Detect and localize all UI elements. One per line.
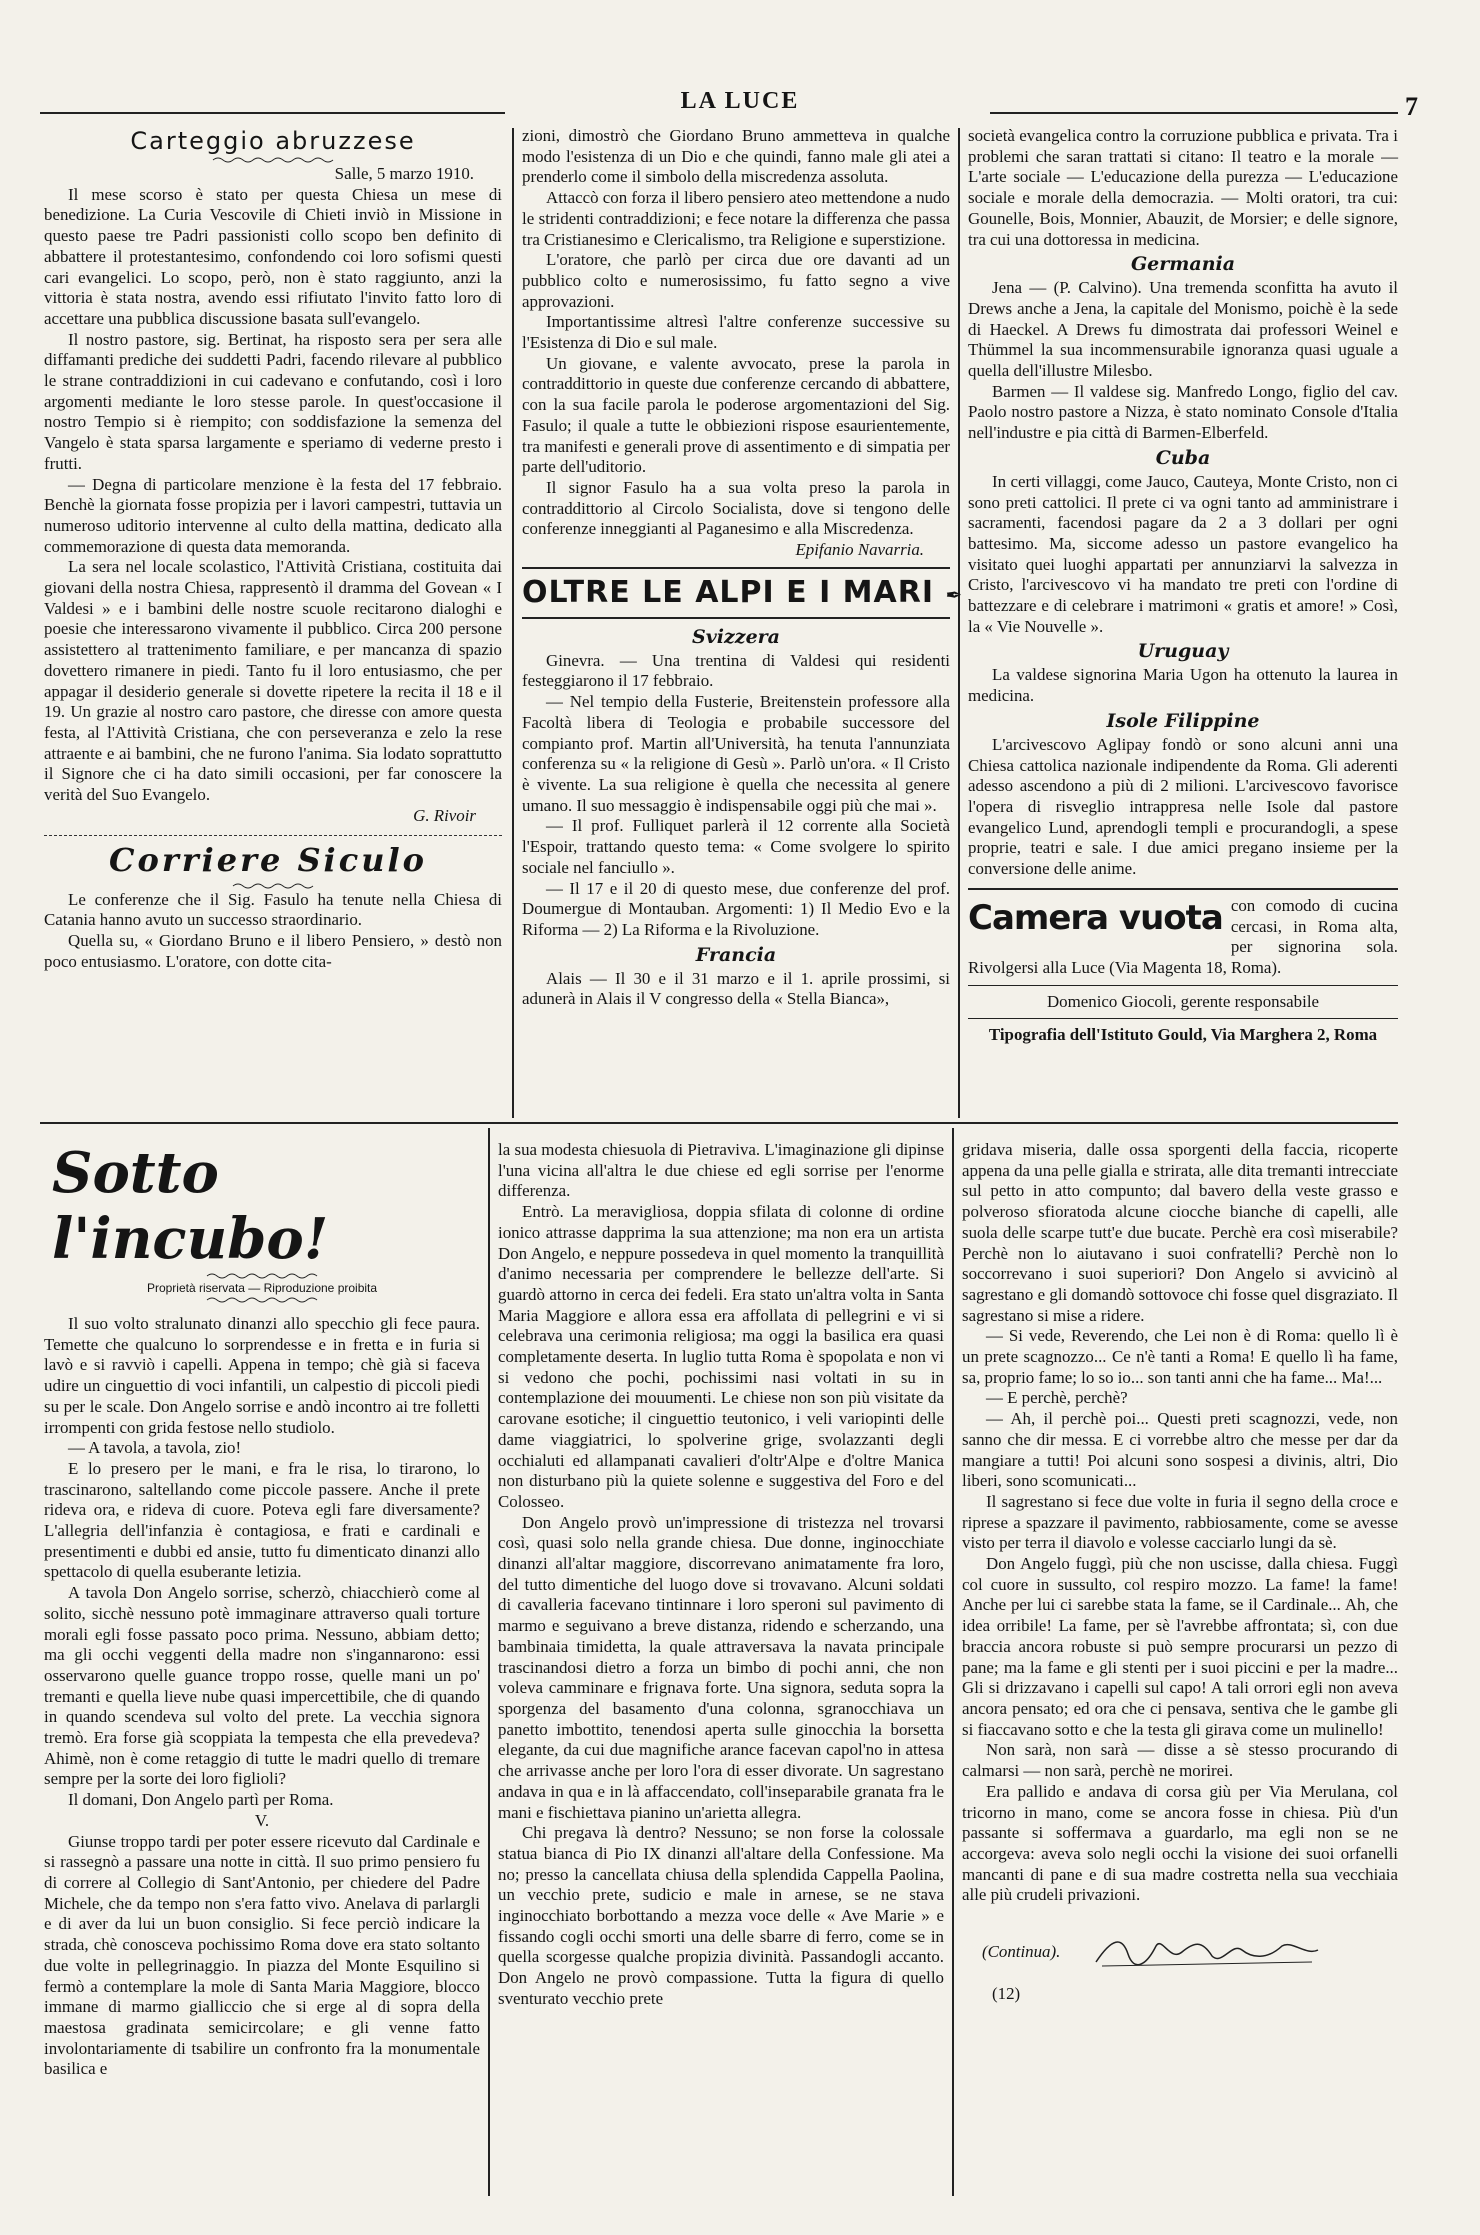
corriere-signature: Epifanio Navarria. [795, 540, 924, 560]
header-rule-right [990, 112, 1398, 114]
uruguay-para: La valdese signorina Maria Ugon ha ottenuto la laurea in medicina. [968, 665, 1398, 706]
francia-heading: Francia [695, 943, 777, 966]
uruguay-heading: Uruguay [1137, 640, 1229, 663]
serial-para: Giunse troppo tardi per poter essere ricevuto dal Cardinale e si rassegnò a passare una notte in città. Il suo primo pensiero fu di correre al Collegio di Sant'Antonio, per chiedere del Padre Michele, che da tempo non s'era fatto vivo. Anelava di parlargli e di aver da lui un buon consiglio. Si fece perciò indicare la strada, chè conosceva pochissimo Roma dove era stato soltanto due volte in pellegrinaggio. In piazza del Monte Esquilino si fermò a contemplare la mole di Santa Maria Maggiore, blocco immane di marmo gialliccio che si erge al di sopra della maestosa gradinata semicircolare; e gli venne fatto involontariamente di tsabilire un confronto fra la monumentale basilica e [44, 1831, 480, 2079]
installment-number: (12) [992, 1984, 1021, 2004]
carteggio-para: Il mese scorso è stato per questa Chiesa un mese di benedizione. La Curia Vescovile di Chieti inviò in Missione in questo paese tre Padri passionisti collo scopo ben definito di abbattere il protestantesimo, confondendo coi loro sofismi questi cari evangelici. Lo scopo, però, non è stato raggiunto, anzi la vittoria è stata nostra, avendo essi rifiutato l'invito fatto loro di accettare una pubblica discussione basata sull'evangelo. [44, 184, 502, 328]
serial-footer [962, 1932, 1398, 2012]
serial-para: Era pallido e andava di corsa giù per Via Merulana, col tricorno in mano, come se ancora fosse in chiesa. Più d'un passante si soffermava a guardarlo, ma egli non se ne accorgeva: aveva solo negli occhi la visione dei suoi orfanelli mancanti di pane e di sua madre costretta nella sua vecchiaia alle più crudeli privazioni. [962, 1781, 1398, 1905]
header-rule-left [40, 112, 505, 114]
serial-column-1 [44, 1140, 480, 2200]
corriere-para: Quella su, « Giordano Bruno e il libero Pensiero, » destò non poco entusiasmo. L'oratore, con dotte cita- [44, 930, 502, 971]
section-banner [522, 573, 964, 615]
serial-para: la sua modesta chiesuola di Pietraviva. L'imaginazione gli dipinse l'una vicina all'altra le due chiese ed egli sorrise per l'enorme differenza. [498, 1140, 944, 1201]
carteggio-para: — Degna di particolare menzione è la festa del 17 febbraio. Benchè la giornata fosse propizia per i lavori campestri, tuttavia un numeroso uditorio intervenne al culto della mattina, dedicato alla commemorazione di questa data memoranda. [44, 474, 502, 556]
serial-title: Sotto l'incubo! [52, 1140, 329, 1272]
serial-para: gridava miseria, dalle ossa sporgenti della faccia, ricoperte appena da una pelle gialla e strirata, alle dita tremanti intrecciate sul petto in atto compunto; dal bavero della veste grasso e polveroso sfioratoda alcune ciocche bianche di capelli, alle suola delle scarpe tutt'e due bucate. Perchè era così miserabile? Perchè non lo aiutavano i suoi confratelli? Perchè non lo soccorrevano i suoi superiori? Don Angelo si avvicinò al sagrestano e gli domandò sottovoce chi fosse quel disgraziato. Il sagrestano si mise a ridere. [962, 1140, 1398, 1325]
carteggio-para: Il nostro pastore, sig. Bertinat, ha risposto sera per sera alle diffamanti prediche dei suddetti Padri, facendo rilevare al pubblico le strane contraddizioni in cui cadevano e confutando, così i loro argomenti mediante le loro stesse parole. In quest'occasione il nostro Tempio si è riempito; con soddisfazione la semenza del Vangelo è stata sparsa largamente e speriamo di vederne presto i frutti. [44, 329, 502, 473]
classified-ad [968, 896, 1398, 979]
svizzera-para: Ginevra. — Una trentina di Valdesi qui residenti festeggiarono il 17 febbraio. [522, 650, 950, 691]
ad-rule [968, 985, 1398, 986]
serial-divider-1 [488, 1128, 490, 2196]
serial-para: — Ah, il perchè poi... Questi preti scagnozzi, vede, non sanno che dir messa. E ci vorrebbe altro che messe per dar da mangiare a tutti! Poi alcuni sono sospesi a divinis, altri, Dio liberi, sono scomunicati... [962, 1409, 1398, 1491]
title-ornament [207, 1272, 317, 1280]
serial-column-3 [962, 1140, 1398, 2200]
corriere-para: Attaccò con forza il libero pensiero ateo mettendone a nudo le stridenti contraddizioni; e fece notare la differenza che passa tra Cristianesimo e Clericalismo, tra Religione e superstizione. [522, 188, 950, 249]
chapter-number: V. [254, 1810, 270, 1830]
corriere-title: Corriere Siculo [109, 840, 427, 879]
corriere-para: Importantissime altresì l'altre conferenze successive su l'Esistenza di Dio e sul male. [522, 312, 950, 353]
corriere-continued: zioni, dimostrò che Giordano Bruno ammetteva in qualche modo l'esistenza di un Dio e che quindi, fanno male gli atei a prenderlo come il simbolo della miscredenza assoluta. [522, 126, 950, 187]
page-header [0, 88, 1480, 128]
section-separator [40, 1122, 1398, 1124]
serial-column-2 [498, 1140, 944, 2200]
printer-line: Tipografia dell'Istituto Gould, Via Marghera 2, Roma [988, 1025, 1378, 1045]
germania-heading: Germania [1130, 253, 1236, 276]
serial-para: Il domani, Don Angelo partì per Roma. [68, 1790, 334, 1810]
banner-rule [522, 567, 950, 569]
imprint-rule [968, 1018, 1398, 1019]
corriere-para: Le conferenze che il Sig. Fasulo ha tenute nella Chiesa di Catania hanno avuto un successo straordinario. [44, 889, 502, 930]
svizzera-para: — Il 17 e il 20 di questo mese, due conferenze del prof. Doumergue di Montauban. Argomenti: 1) Il Medio Evo e la Riforma — 2) La Riforma e la Rivoluzione. [522, 878, 950, 939]
serial-para: Il sagrestano si fece due volte in furia il segno della croce e riprese a spazzare il pavimento, rabbiosamente, come se avesse visto per terra il diavolo e volesse cacciarlo lungi da sè. [962, 1491, 1398, 1553]
serial-para: Chi pregava là dentro? Nessuno; se non forse la colossale statua bianca di Pio IX dinanzi all'altare della Confessione. Ma no; presso la cancellata chiusa della splendida Cappella Paolina, un vecchio prete, sudicio e male in arnese, se ne stava inginocchiato borbottando a mezza voce delle « Ave Marie » e fissando cogli occhi smorti una delle sbarre di ferro, come se in quella scorgesse qualche propizia divinità. Passandogli accanto. Don Angelo ne provò compassione. Tutta la figura di quello sventurato vecchio prete [498, 1823, 944, 2008]
title-ornament [233, 882, 313, 890]
column-2 [522, 126, 964, 1116]
serial-para: Don Angelo provò un'impressione di tristezza nel trovarsi così, quasi solo nella grande chiesa. Due donne, inginocchiate dinanzi all'altar maggiore, discorrevano animatamente fra loro, del tutto dimentiche del luogo dove si trovavano. Alcuni soldati di cavalleria facevano tintinnare i loro speroni sul pavimento di marmo e seguivano a breve distanza, ridendo e scherzando, una bambinaia timidetta, la quale attraversava la navata principale trascinandosi dietro a forza un bimbo di pochi anni, che non voleva camminare e frignava forte. Una signora, seduta sopra la sporgenza del basamento d'una colonna, sgranocchiava un panetto imbottito, tenendosi aperta sulle ginocchia la borsetta elegante, da cui due magnifiche arance facevan capol'no in attesa che arrivasse anche per loro l'ora di esser divorate. Un sagrestano andava in qua e in là affaccendato, coll'inseparabile granata fra le mani e fischiettava pianino un'arietta allegra. [498, 1512, 944, 1822]
serial-para: E lo presero per le mani, e fra le risa, lo tirarono, lo trascinarono, saltellando come piccole passere. Anche il prete rideva ora, e rideva di cuore. Poteva egli fare diversamente? L'allegria dell'infanzia è contagiosa, e frati e cardinali e presentimenti e dubbi ed ansie, tutto fu dimenticato dinanzi allo spettacolo di quella esuberante letizia. [44, 1458, 480, 1582]
svizzera-heading: Svizzera [692, 625, 780, 648]
francia-para: Alais — Il 30 e il 31 marzo e il 1. aprile prossimi, si adunerà in Alais il V congresso della « Stella Bianca», [522, 968, 950, 1009]
ad-heading: Camera vuota [968, 897, 1223, 938]
column-1 [44, 126, 502, 1116]
serial-para: A tavola Don Angelo sorrise, scherzò, chiacchierò come al solito, sicchè nessuno potè immaginare attraverso quali torture morali egli fosse passato poco prima. Nessuno, abbiam detto; ma gli occhi veggenti della madre non s'ingannarono: essi osservarono quelle guance troppo rosse, quelle mani un po' tremanti e quella lieve nube quasi impercettibile, che di quando in quando scendeva sul volto del prete. La vecchia signora tremò. Era forse già scoppiata la tempesta che ella prevedeva? Ahimè, non è come retaggio di tutte le madri quello di tremare sempre per la sorte dei loro figlioli? [44, 1583, 480, 1789]
serial-para: — A tavola, a tavola, zio! [68, 1438, 242, 1458]
cuba-heading: Cuba [1155, 446, 1211, 469]
column-divider-1 [512, 128, 514, 1118]
carteggio-title: Carteggio abruzzese [130, 127, 416, 155]
svizzera-para: — Il prof. Fulliquet parlerà il 12 corrente alla Società l'Espoir, trattando questo tema: « Come svolgere lo spirito sociale nel fanciullo ». [522, 816, 950, 877]
title-ornament [207, 1296, 317, 1304]
filippine-para: L'arcivescovo Aglipay fondò or sono alcuni anni una Chiesa cattolica nazionale indipendente da Roma. Gli aderenti adesso ascendono a più di 2 milioni. L'arcivescovo favorisce l'opera di risveglio intrappresa nelle Isole dal pastore evangelico Lund, aprendogli templi e procurandogli, a spese proprie, teatri e sale. I due amici pregano insieme per la conversione delle anime. [968, 734, 1398, 879]
carteggio-date: Salle, 5 marzo 1910. [334, 164, 474, 183]
column-divider-2 [958, 128, 960, 1118]
filippine-heading: Isole Filippine [1106, 709, 1260, 732]
serial-para: Non sarà, non sarà — disse a sè stesso procurando di calmarsi — non sarà, perchè ne morirei. [962, 1740, 1398, 1781]
author-signature [1092, 1932, 1322, 1972]
corriere-para: L'oratore, che parlò per circa due ore davanti ad un pubblico colto e numerosissimo, fu fatto segno a vive approvazioni. [522, 250, 950, 311]
carteggio-para: La sera nel locale scolastico, l'Attività Cristiana, costituita dai giovani della nostra Chiesa, rappresentò il dramma del Govean « I Valdesi » e i bambini delle nostre scuole recitarono dialoghi e poesie che interessarono vivamente il pubblico. Circa 200 persone assistettero al trattenimento familiare, e per mancanza di spazio dovettero rimanere in piedi. Tanto fu il loro entusiasmo, che per appagar il desiderio generale si dovette ripetere la recita il 18 e il 19. Un grazie al nostro caro pastore, che diresse con amore questa festa, al l'Attività Cristiana, che con perseveranza e zelo la rese attraente e ai bambini, che ne furono l'anima. Sia lodato soprattutto il Signore che ci ha dato simili occasioni, per far conoscere la verità del Suo Evangelo. [44, 557, 502, 805]
newspaper-title: LA LUCE [680, 88, 800, 114]
corriere-para: Un giovane, e valente avvocato, prese la parola in contraddittorio in queste due conferenze cercando di abbattere, con la sua facile parola le poderose argomentazioni del Sig. Fasulo; il quale a tutte le obbiezioni rispose esaurientemente, tra manifesti e generali prove di assentimento e di simpatia per parte dell'uditorio. [522, 353, 950, 477]
column-3 [968, 126, 1398, 1116]
manager-line: Domenico Giocoli, gerente responsabile [1046, 991, 1320, 1011]
continua-label: (Continua). [982, 1942, 1061, 1962]
serial-para: Don Angelo fuggì, più che non uscisse, dalla chiesa. Fuggì col cuore in sussulto, col respiro mozzo. La fame! la fame! Anche per lui ci sarebbe stata la fame, se il Cardinale... Ah, che idea orribile! La fame, per sè l'avrebbe affrontata; sì, con due braccia ancora robuste si può sempre procurarsi un pezzo di pane; ma la fame e gli stenti per i suoi piccini e per la madre... Gli si drizzavano i capelli sul capo! A tali orrori egli non aveva ancora pensato; ed ora che ci pensava, sentiva che le gambe gli si fiaccavano sotto e che la testa gli girava come un mulinello! [962, 1554, 1398, 1739]
banner-rule [522, 617, 950, 619]
serial-para: — Si vede, Reverendo, che Lei non è di Roma: quello lì è un prete scagnozzo... Ce n'è tanti a Roma! E quello lì ha fame, sa, proprio fame; lo so io... son tanti anni che ha fame... Ma!... [962, 1326, 1398, 1387]
serial-divider-2 [952, 1128, 954, 2196]
serial-para: Entrò. La meravigliosa, doppia sfilata di colonne di ordine ionico attrasse dapprima la sua attenzione; ma non era un artista Don Angelo, e neppure possedeva in quel momento la tranquillità d'animo necessaria per comprendere le bellezze dell'arte. Si guardò attorno in cerca dei fedeli. Era stato un'altra volta in Santa Maria Maggiore e allora essa era affollata di pellegrini e vi si celebrava una cerimonia religiosa; ma oggi la basilica era quasi completamente deserta. In luglio tutta Roma è spopolata e non vi si vedono che pochi, pochissimi nasi voltati in su in contemplazione dei mouumenti. Le chiese non son più visitate da carovane esotiche; il cinguettio teutonico, i veli variopinti delle dame viaggiatrici, lo spolverine grige, svolazzanti degli occhialuti ed allampanati cavalieri d'oltr'Alpe e d'oltre Manica non disturbano più la quiete solenne e suggestiva del Foro e del Colosseo. [498, 1202, 944, 1511]
title-ornament [213, 156, 333, 164]
section-divider [44, 835, 502, 836]
rights-notice: Proprietà riservata — Riproduzione proibita [146, 1281, 378, 1295]
serial-para: Il suo volto stralunato dinanzi allo specchio gli fece paura. Temette che qualcuno lo sorprendesse e in fretta e in furia si lavò e si ravviò i capelli. Appena in tempo; chè già si faceva udire un cinguettio di voci infantili, un calpestio di piccoli piedi su per le scale. Don Angelo sorrise e andò incontro ai tre folletti irrompenti con grida festose nello studiolo. [44, 1314, 480, 1437]
ad-rule [968, 888, 1398, 890]
page-number: 7 [1405, 92, 1418, 121]
carteggio-signature: G. Rivoir [413, 805, 476, 825]
corriere-para: Il signor Fasulo ha a sua volta preso la parola in contraddittorio al Circolo Socialista, dove si tengono delle conferenze inneggianti al Paganesimo e alla Miscredenza. [522, 477, 950, 539]
quill-icon: ✒ [945, 582, 964, 607]
banner-text: OLTRE LE ALPI E I MARI [522, 574, 935, 610]
serial-para: — E perchè, perchè? [986, 1388, 1128, 1408]
germania-para: Barmen — Il valdese sig. Manfredo Longo, figlio del cav. Paolo nostro pastore a Nizza, è stato nominato Console d'Italia nell'industre e pia città di Barmen-Elberfeld. [968, 381, 1398, 443]
cuba-para: In certi villaggi, come Jauco, Cauteya, Monte Cristo, non ci sono preti cattolici. Il prete ci va ogni tanto ad amministrare i sacramenti, facendosi pagare da 2 a 3 dollari per ogni battesimo. Ma, siccome adesso un pastore evangelico ha visitato quei luoghi appartati per annunziarvi la salvezza in Cristo, l'arcivescovo vi ha mandato tre preti con l'ordine di battezzare e di celebrare i matrimoni « gratis et amore! » Così, la « Vie Nouvelle ». [968, 471, 1398, 636]
ad-text: con comodo di cucina cercasi, in Roma alta, per signorina sola. Rivolgersi alla Luce (Via Magenta 18, Roma). [968, 895, 1398, 977]
francia-continued: società evangelica contro la corruzione pubblica e privata. Tra i problemi che saran trattati si citano: Il teatro e la morale — L'arte sociale — L'educazione della purezza — L'educazione sociale e morale della democrazia. — Molti oratori, tra cui: Gounelle, Bois, Monnier, Abauzit, de Morsier; e delle signore, tra cui una dottoressa in medicina. [968, 126, 1398, 249]
germania-para: Jena — (P. Calvino). Una tremenda sconfitta ha avuto il Drews anche a Jena, la capitale del Monismo, poichè è la sede di Haeckel. A Drews fu dimostrata dai professori Weinel e Thümmel la sua incommensurabile ignoranza quasi uguale a quella dell'illustre Milesbo. [968, 278, 1398, 381]
svizzera-para: — Nel tempio della Fusterie, Breitenstein professore alla Facoltà libera di Teologia e probabile successore del compianto prof. Martin all'Università, ha tenuta l'annunziata conferenza su « la religione di Gesù ». Parlò un'ora. « Il Cristo è vivente. La sua religione è quella che necessita al genere umano. Il suo messaggio è indispensabile oggi più che mai ». [522, 692, 950, 815]
